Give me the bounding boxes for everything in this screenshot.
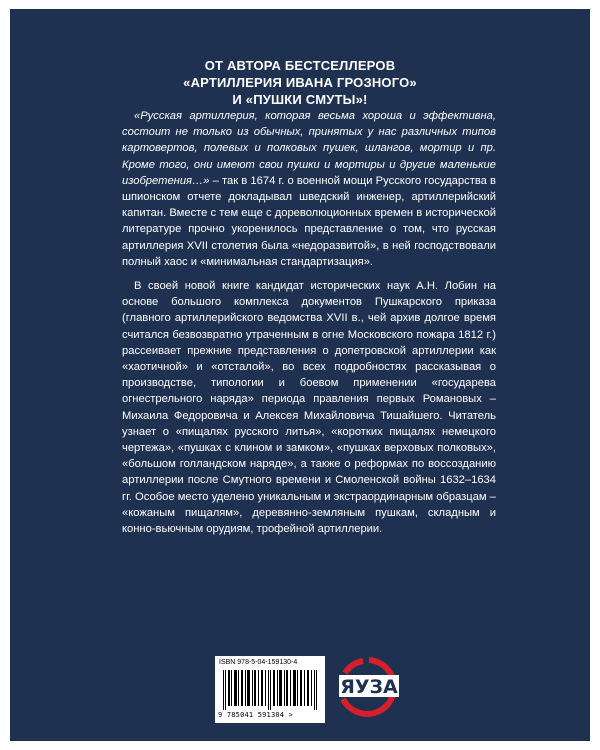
book-back-cover [10, 9, 590, 741]
paragraph-1 [122, 108, 496, 270]
isbn-barcode-block [215, 656, 325, 723]
paragraph-2: В своей новой книге кандидат исторических наук А.Н. Лобин на основе большого комплекса документов Пушкарского приказа (главного артиллерийского ведомства XVII в., чей архив долгое время считался безвозвратно утраченным в огне Московского пожара 1812 г.) рассеивает прежние представления о допетровской артиллерии как «хаотичной» и «отсталой», во всех подробностях рассказывая о производстве, типологии и боевом применении «государева огнестрельного наряда» периода правления первых Романовых – Михаила Федоровича и Алексея Михайловича Тишайшего. Читатель узнает о «пищалях русского литья», «коротких пищалях немецкого чертежа», «пушках с клином и замком», «пушках верховых полковых», «большом голландском наряде», а также о реформах по воссозданию артиллерии после Смутного времени и Смоленской войны 1632–1634 гг. Особое место уделено уникальным и экстраординарным образцам – «кожаным пищалям», деревянно-земляным пушкам, складным и конно-вьючным орудиям, трофейной артиллерии. [122, 280, 496, 536]
annotation-text [122, 108, 496, 545]
isbn-label: ISBN 978-5-04-159130-4 [219, 659, 298, 666]
heading-line-1: ОТ АВТОРА БЕСТСЕЛЛЕРОВ [204, 58, 396, 73]
yauza-publisher-logo [333, 657, 405, 719]
swedish-quote: «Русская артиллерия, которая весьма хороша и эффективна, состоит не только из обычных, принятых у нас различных типов картовертов, полевых и полковых пушек, шлангов, мортир и пр. Кроме того, они имеют свои пушки и мортиры и другие маленькие изобретения…» [122, 110, 496, 187]
paragraph-1-text: – так в 1674 г. о военной мощи Русского государства в шпионском отчете докладывал шведский инженер, артиллерийский капитан. Вместе с тем еще с дореволюционных времен в исторической литературе прочно укоренилось представление о том, что русская артиллерия XVII столетия была «недоразвитой», в ней господствовали полный хаос и «минимальная стандартизация». [122, 174, 496, 268]
logo-text: ЯУЗА [340, 676, 398, 698]
barcode-icon [220, 670, 320, 710]
heading-line-2: «АРТИЛЛЕРИЯ ИВАНА ГРОЗНОГО» [183, 75, 417, 90]
barcode-digits: 9 785041 591304 > [218, 711, 294, 719]
heading-line-3: И «ПУШКИ СМУТЫ»! [232, 92, 368, 107]
cover-heading [10, 57, 590, 108]
